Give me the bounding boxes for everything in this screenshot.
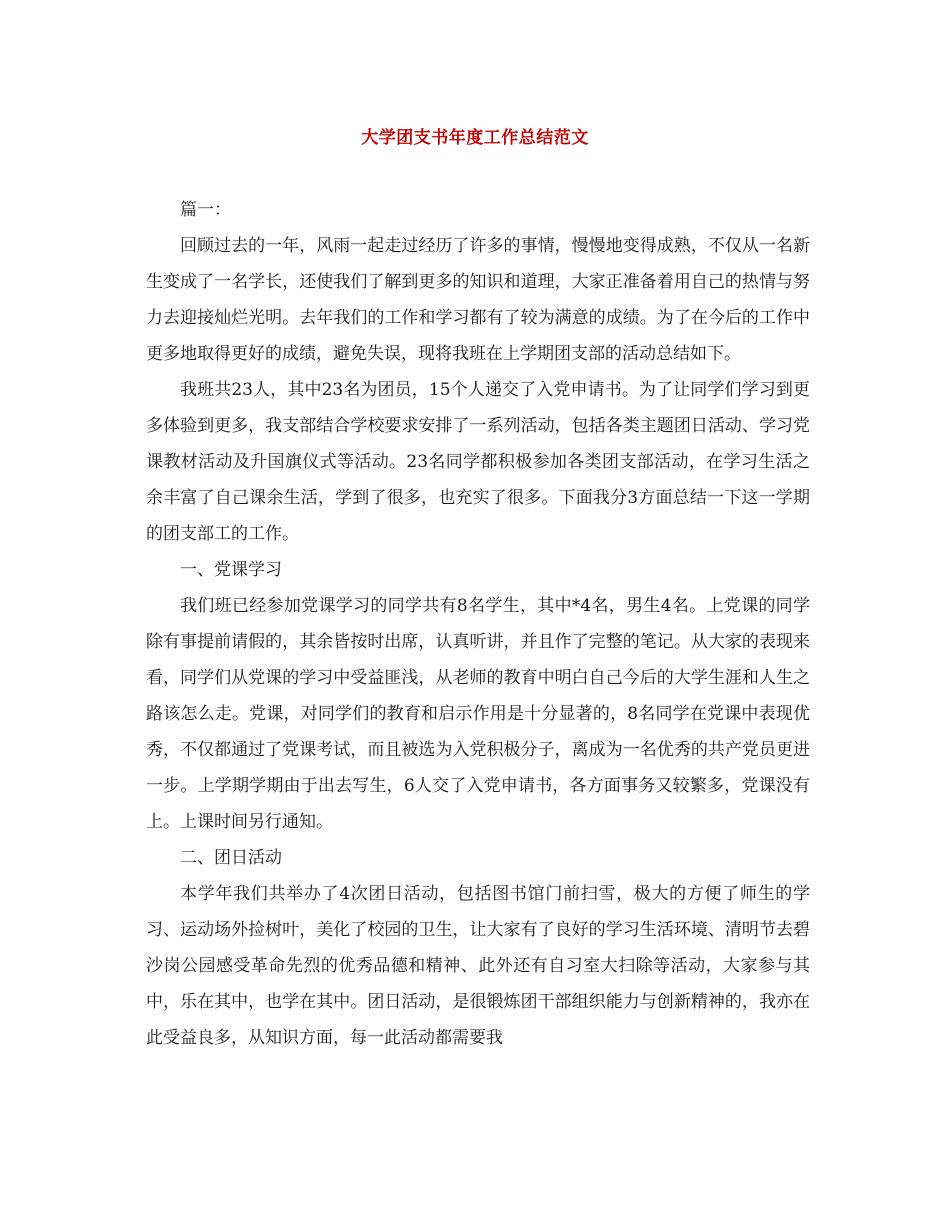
paragraph-class-overview: 我班共23人，其中23名为团员，15个人递交了入党申请书。为了让同学们学习到更多体验到更多，我支部结合学校要求安排了一系列活动，包括各类主题团日活动、学习党课教材活动及升国旗仪式等活动。23名同学都积极参加各类团支部活动，在学习生活之余丰富了自己课余生活，学到了很多，也充实了很多。下面我分3方面总结一下这一学期的团支部工的工作。 [146, 380, 810, 544]
section-heading-part-one: 篇一： [180, 200, 231, 220]
paragraph-review: 回顾过去的一年，风雨一起走过经历了许多的事情，慢慢地变得成熟，不仅从一名新生变成了一名学长，还使我们了解到更多的知识和道理，大家正准备着用自己的热情与努力去迎接灿烂光明。去年我们的工作和学习都有了较为满意的成绩。为了在今后的工作中更多地取得更好的成绩，避免失误，现将我班在上学期团支部的活动总结如下。 [146, 236, 810, 364]
document-body [146, 192, 810, 1056]
paragraph-party-study: 我们班已经参加党课学习的同学共有8名学生，其中*4名，男生4名。上党课的同学除有事提前请假的，其余皆按时出席，认真听讲，并且作了完整的笔记。从大家的表现来看，同学们从党课的学习中受益匪浅，从老师的教育中明白自己今后的大学生涯和人生之路该怎么走。党课，对同学们的教育和启示作用是十分显著的，8名同学在党课中表现优秀，不仅都通过了党课考试，而且被选为入党积极分子，离成为一名优秀的共产党员更进一步。上学期学期由于出去写生，6人交了入党申请书，各方面事务又较繁多，党课没有上。上课时间另行通知。 [146, 596, 810, 832]
section-heading-league-activities: 二、团日活动 [180, 848, 282, 868]
section-heading-party-study: 一、党课学习 [180, 560, 282, 580]
paragraph-league-activities: 本学年我们共举办了4次团日活动，包括图书馆门前扫雪，极大的方便了师生的学习、运动场外捡树叶，美化了校园的卫生，让大家有了良好的学习生活环境、清明节去碧沙岗公园感受革命先烈的优秀品德和精神、此外还有自习室大扫除等活动，大家参与其中，乐在其中，也学在其中。团日活动，是很锻炼团干部组织能力与创新精神的，我亦在此受益良多，从知识方面，每一此活动都需要我 [146, 884, 810, 1048]
document-title: 大学团支书年度工作总结范文 [361, 128, 589, 148]
